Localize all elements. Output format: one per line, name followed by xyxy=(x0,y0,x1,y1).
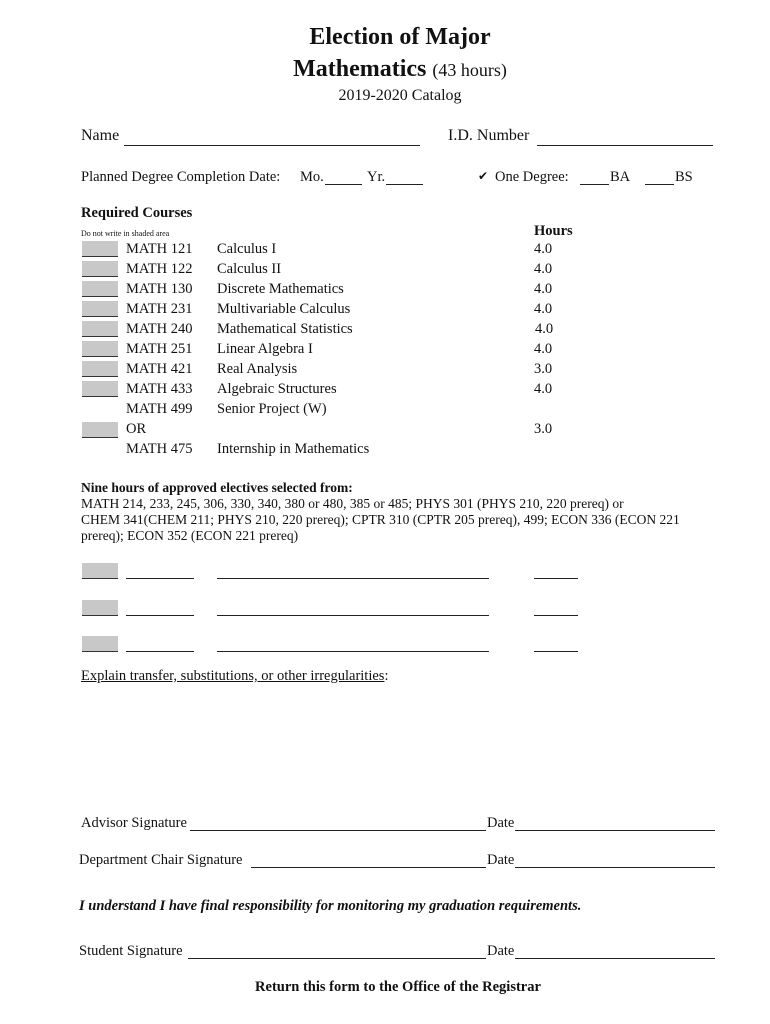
course-hours: 4.0 xyxy=(534,261,553,277)
catalog-year: 2019-2020 Catalog xyxy=(338,87,462,104)
id-label: I.D. Number xyxy=(448,127,530,144)
shaded-box xyxy=(82,636,118,652)
explain-label-text: Explain transfer, substitutions, or other irregularities xyxy=(81,668,385,684)
course-hours: 4.0 xyxy=(535,321,554,337)
chair-date-label: Date xyxy=(487,852,515,868)
elective-title-field[interactable] xyxy=(217,651,489,652)
course-code: MATH 240 xyxy=(126,321,193,337)
course-hours: 4.0 xyxy=(534,301,553,317)
shaded-area-note: Do not write in shaded area xyxy=(81,229,170,238)
course-title: Linear Algebra I xyxy=(217,341,313,357)
elective-course-field[interactable] xyxy=(126,615,194,616)
chair-date-field[interactable] xyxy=(515,867,715,868)
course-hours: 4.0 xyxy=(534,381,553,397)
checkmark-icon: ✔ xyxy=(478,169,489,183)
course-code: MATH 251 xyxy=(126,341,193,357)
major-hours: (43 hours) xyxy=(432,60,507,80)
shaded-box xyxy=(82,301,118,317)
shaded-box xyxy=(82,281,118,297)
electives-list-line: prereq); ECON 352 (ECON 221 prereq) xyxy=(81,528,299,543)
course-title: Mathematical Statistics xyxy=(217,321,353,337)
student-signature-field[interactable] xyxy=(188,958,486,959)
shaded-box xyxy=(82,321,118,337)
course-title: Algebraic Structures xyxy=(217,381,337,397)
course-code: MATH 421 xyxy=(126,361,193,377)
name-label: Name xyxy=(81,127,120,144)
month-field[interactable] xyxy=(325,184,362,185)
electives-heading: Nine hours of approved electives selected from: xyxy=(81,480,353,495)
course-or-label: OR xyxy=(126,421,147,437)
course-code: MATH 499 xyxy=(126,401,193,417)
student-date-label: Date xyxy=(487,943,515,959)
form-subtitle xyxy=(0,56,770,83)
course-title: Internship in Mathematics xyxy=(217,441,370,457)
course-code: MATH 121 xyxy=(126,241,193,257)
course-hours: 3.0 xyxy=(534,361,553,377)
year-field[interactable] xyxy=(386,184,423,185)
month-label: Mo. xyxy=(300,169,324,185)
course-title: Calculus II xyxy=(217,261,282,277)
electives-list-line: MATH 214, 233, 245, 306, 330, 340, 380 or 480, 385 or 485; PHYS 301 (PHYS 210, 220 prereq) or xyxy=(81,496,624,511)
bs-label: BS xyxy=(675,169,693,185)
elective-title-field[interactable] xyxy=(217,578,489,579)
explain-label-colon: : xyxy=(384,668,389,684)
one-degree-label: One Degree: xyxy=(495,169,569,185)
shaded-box xyxy=(82,341,118,357)
course-title: Senior Project (W) xyxy=(217,401,327,417)
course-code: MATH 130 xyxy=(126,281,193,297)
course-code: MATH 475 xyxy=(126,441,193,457)
course-title: Multivariable Calculus xyxy=(217,301,351,317)
course-code: MATH 122 xyxy=(126,261,193,277)
advisor-signature-label: Advisor Signature xyxy=(81,815,187,831)
course-hours: 4.0 xyxy=(534,341,553,357)
explain-text-area[interactable] xyxy=(81,690,721,800)
advisor-date-label: Date xyxy=(487,815,515,831)
hours-heading: Hours xyxy=(534,223,573,239)
elective-course-field[interactable] xyxy=(126,578,194,579)
shaded-box xyxy=(82,241,118,257)
elective-title-field[interactable] xyxy=(217,615,489,616)
course-title: Discrete Mathematics xyxy=(217,281,344,297)
student-date-field[interactable] xyxy=(515,958,715,959)
student-signature-label: Student Signature xyxy=(79,943,183,959)
shaded-box xyxy=(82,563,118,579)
course-title: Real Analysis xyxy=(217,361,298,377)
return-instructions: Return this form to the Office of the Registrar xyxy=(255,979,541,995)
elective-hours-field[interactable] xyxy=(534,615,578,616)
shaded-box xyxy=(82,422,118,438)
form-title: Election of Major xyxy=(309,24,491,50)
id-number-field[interactable] xyxy=(537,145,713,146)
required-courses-heading: Required Courses xyxy=(81,205,193,221)
explain-label xyxy=(81,668,388,685)
course-hours: 4.0 xyxy=(534,241,553,257)
elective-hours-field[interactable] xyxy=(534,651,578,652)
chair-signature-label: Department Chair Signature xyxy=(79,852,243,868)
year-label: Yr. xyxy=(367,169,386,185)
shaded-box xyxy=(82,381,118,397)
ba-field[interactable] xyxy=(580,184,609,185)
course-hours: 4.0 xyxy=(534,281,553,297)
major-name: Mathematics xyxy=(293,56,427,82)
responsibility-statement: I understand I have final responsibility for monitoring my graduation requirements. xyxy=(79,898,582,914)
shaded-box xyxy=(82,261,118,277)
course-title: Calculus I xyxy=(217,241,277,257)
course-code: MATH 433 xyxy=(126,381,193,397)
elective-course-field[interactable] xyxy=(126,651,194,652)
shaded-box xyxy=(82,600,118,616)
ba-label: BA xyxy=(610,169,631,185)
completion-date-label: Planned Degree Completion Date: xyxy=(81,169,281,185)
name-field[interactable] xyxy=(124,145,420,146)
shaded-box xyxy=(82,361,118,377)
advisor-signature-field[interactable] xyxy=(190,830,486,831)
electives-list-line: CHEM 341(CHEM 211; PHYS 210, 220 prereq); CPTR 310 (CPTR 205 prereq), 499; ECON 336 (ECON 221 xyxy=(81,512,680,527)
course-code: MATH 231 xyxy=(126,301,193,317)
chair-signature-field[interactable] xyxy=(251,867,486,868)
elective-hours-field[interactable] xyxy=(534,578,578,579)
advisor-date-field[interactable] xyxy=(515,830,715,831)
course-hours: 3.0 xyxy=(534,421,553,437)
bs-field[interactable] xyxy=(645,184,674,185)
